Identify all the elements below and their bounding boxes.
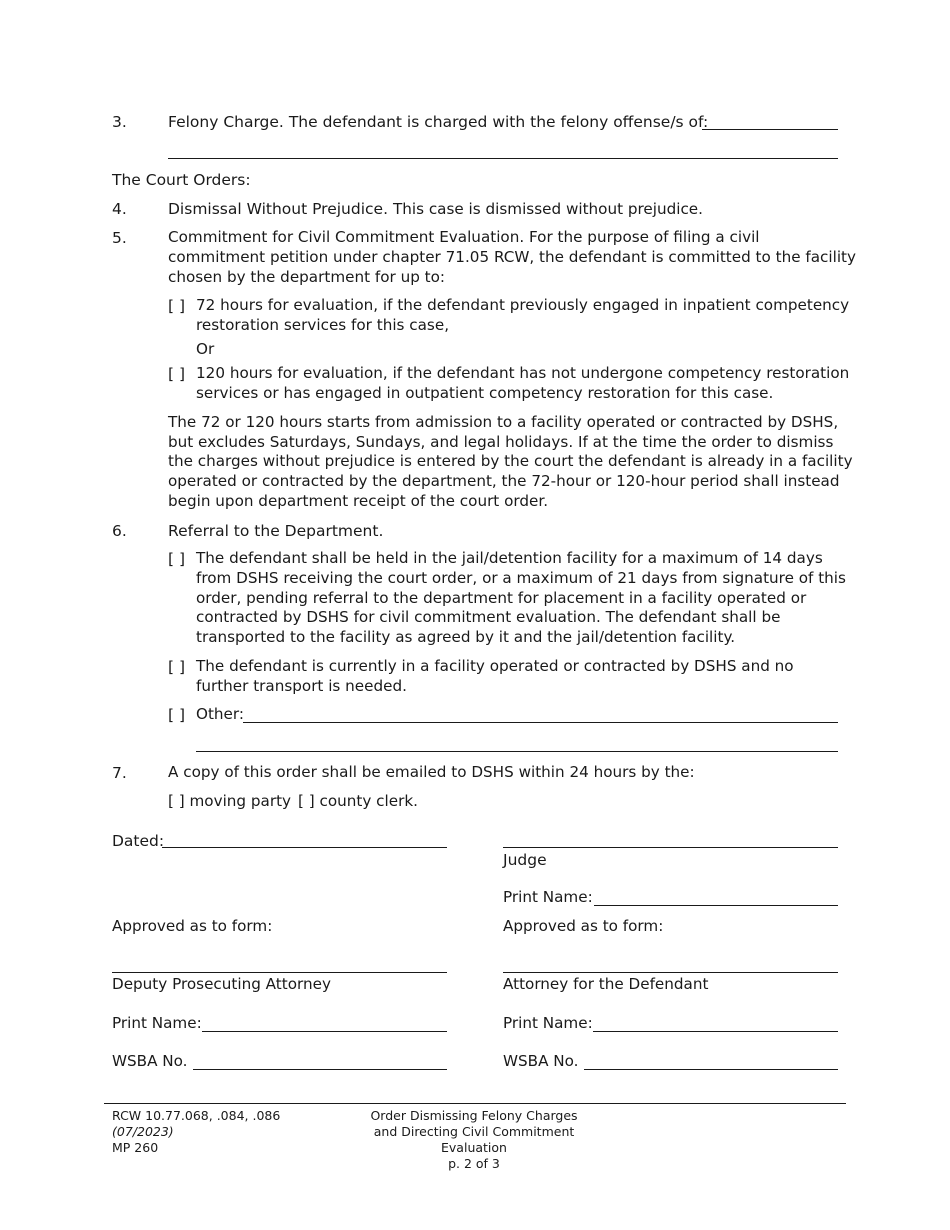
judge-signature-field[interactable] (503, 847, 838, 848)
item-6-number: 6. (112, 522, 127, 540)
item-3-body: The defendant is charged with the felony offense/s of: (288, 113, 709, 131)
footer-title-line-3: Evaluation (441, 1140, 507, 1155)
footer-rcw: RCW 10.77.068, .084, .086 (112, 1108, 281, 1123)
footer-rule (104, 1103, 846, 1104)
prosecutor-label: Deputy Prosecuting Attorney (112, 975, 331, 993)
judge-label: Judge (503, 851, 547, 869)
approved-right-label: Approved as to form: (503, 917, 664, 935)
option-72-hours-line-1: 72 hours for evaluation, if the defendant previously engaged in inpatient competency (196, 296, 850, 314)
item-7-text: A copy of this order shall be emailed to DSHS within 24 hours by the: (168, 763, 695, 781)
dated-label: Dated: (112, 832, 165, 850)
checkbox-moving-party[interactable]: [ ] moving party (168, 792, 292, 810)
other-field-line-2[interactable] (196, 751, 838, 752)
prosecutor-print-name-field[interactable] (202, 1031, 447, 1032)
item-5-paragraph-line-5: begin upon department receipt of the court order. (168, 492, 549, 510)
checkbox-other[interactable]: [ ] (168, 706, 186, 724)
judge-print-name-label: Print Name: (503, 888, 593, 906)
footer-form-number: MP 260 (112, 1140, 159, 1155)
item-4-number: 4. (112, 200, 127, 218)
dated-field[interactable] (162, 847, 447, 848)
held-in-jail-line-4: contracted by DSHS for civil commitment evaluation. The defendant shall be (196, 608, 781, 626)
item-5-line-3: chosen by the department for up to: (168, 268, 446, 286)
or-label: Or (196, 340, 215, 358)
prosecutor-print-name-label: Print Name: (112, 1014, 202, 1032)
prosecutor-signature-field[interactable] (112, 972, 447, 973)
item-4-heading: Dismissal Without Prejudice. (168, 200, 389, 218)
court-orders-label: The Court Orders: (112, 171, 251, 189)
judge-print-name-field[interactable] (594, 905, 838, 906)
held-in-jail-line-2: from DSHS receiving the court order, or a maximum of 21 days from signature of this (196, 569, 846, 587)
item-5-paragraph-line-3: the charges without prejudice is entered by the court the defendant is already in a facility (168, 452, 853, 470)
defense-signature-field[interactable] (503, 972, 838, 973)
felony-offense-field-line-2[interactable] (168, 158, 838, 159)
other-field[interactable] (243, 722, 838, 723)
checkbox-county-clerk[interactable]: [ ] county clerk. (298, 792, 418, 810)
defense-print-name-label: Print Name: (503, 1014, 593, 1032)
checkbox-in-facility[interactable]: [ ] (168, 658, 186, 676)
checkbox-held-in-jail[interactable]: [ ] (168, 550, 186, 568)
item-6-heading: Referral to the Department. (168, 522, 384, 540)
option-120-hours-line-2: services or has engaged in outpatient competency restoration for this case. (196, 384, 774, 402)
held-in-jail-line-1: The defendant shall be held in the jail/detention facility for a maximum of 14 days (196, 549, 823, 567)
item-5-line-1: Commitment for Civil Commitment Evaluation. For the purpose of filing a civil (168, 228, 760, 246)
defense-print-name-field[interactable] (593, 1031, 838, 1032)
item-4-body: This case is dismissed without prejudice. (392, 200, 703, 218)
felony-offense-field[interactable] (702, 129, 838, 130)
footer-page-number: p. 2 of 3 (448, 1156, 500, 1171)
item-5-line-2: commitment petition under chapter 71.05 RCW, the defendant is committed to the facility (168, 248, 856, 266)
held-in-jail-line-5: transported to the facility as agreed by it and the jail/detention facility. (196, 628, 736, 646)
item-3-number: 3. (112, 113, 127, 131)
item-5-paragraph-line-4: operated or contracted by the department, the 72-hour or 120-hour period shall instead (168, 472, 840, 490)
prosecutor-wsba-field[interactable] (193, 1069, 447, 1070)
defense-wsba-label: WSBA No. (503, 1052, 579, 1070)
item-5-paragraph-line-1: The 72 or 120 hours starts from admission to a facility operated or contracted by DSHS, (168, 413, 839, 431)
item-3-text (168, 112, 708, 132)
checkbox-120-hours[interactable]: [ ] (168, 365, 186, 383)
defense-wsba-field[interactable] (584, 1069, 838, 1070)
footer-title-line-1: Order Dismissing Felony Charges (370, 1108, 578, 1123)
footer-title-line-2: and Directing Civil Commitment (373, 1124, 575, 1139)
item-4-text (168, 199, 703, 220)
in-facility-line-1: The defendant is currently in a facility operated or contracted by DSHS and no (196, 657, 794, 675)
item-5-number: 5. (112, 229, 127, 247)
option-120-hours-line-1: 120 hours for evaluation, if the defendant has not undergone competency restoration (196, 364, 850, 382)
other-label: Other: (196, 705, 244, 723)
in-facility-line-2: further transport is needed. (196, 677, 407, 695)
held-in-jail-line-3: order, pending referral to the department for placement in a facility operated or (196, 589, 807, 607)
defense-label: Attorney for the Defendant (503, 975, 709, 993)
prosecutor-wsba-label: WSBA No. (112, 1052, 188, 1070)
item-3-heading: Felony Charge. (168, 113, 284, 131)
item-7-number: 7. (112, 764, 127, 782)
checkbox-72-hours[interactable]: [ ] (168, 297, 186, 315)
footer-date: (07/2023) (112, 1124, 174, 1139)
option-72-hours-line-2: restoration services for this case, (196, 316, 450, 334)
item-5-paragraph-line-2: but excludes Saturdays, Sundays, and legal holidays. If at the time the order to dismiss (168, 433, 834, 451)
approved-left-label: Approved as to form: (112, 917, 273, 935)
